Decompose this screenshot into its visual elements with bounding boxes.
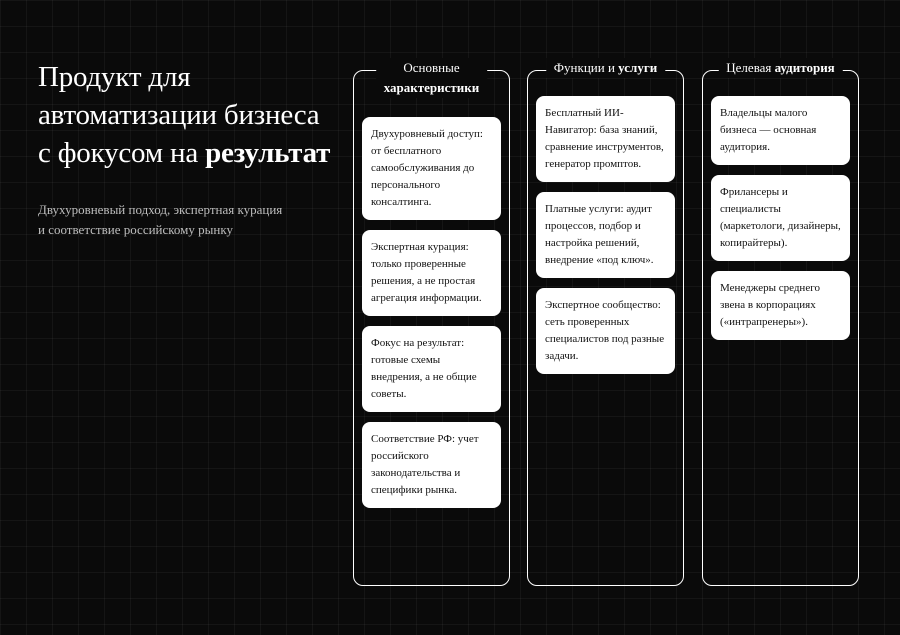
page-title-emphasis: результат — [205, 137, 331, 169]
info-card: Бесплатный ИИ-Навигатор: база знаний, сравнение инструментов, генератор промптов. — [536, 96, 675, 182]
column-title-plain: Функции и — [553, 60, 619, 75]
card-list — [711, 96, 850, 340]
info-card: Фокус на результат: готовые схемы внедрения, а не общие советы. — [362, 326, 501, 412]
column-title-plain: Целевая — [726, 60, 775, 75]
info-card: Двухуровневый доступ: от бесплатного самообслуживания до персонального консалтинга. — [362, 117, 501, 220]
column-title — [376, 58, 488, 98]
page-title-main: Продукт для автоматизации бизнеса с фокусом на — [38, 61, 320, 169]
column-title-bold: аудитория — [774, 60, 835, 75]
hero-section — [38, 58, 338, 240]
info-card: Платные услуги: аудит процессов, подбор и настройка решений, внедрение «под ключ». — [536, 192, 675, 278]
card-list — [536, 96, 675, 374]
page-title — [38, 58, 338, 172]
page-subtitle: Двухуровневый подход, экспертная курация и соответствие российскому рынку — [38, 202, 283, 237]
info-card: Экспертная курация: только проверенные решения, а не простая агрегация информации. — [362, 230, 501, 316]
column-title — [718, 58, 842, 78]
column-title-plain: Основные — [403, 60, 460, 75]
info-card: Экспертное сообщество: сеть проверенных специалистов под разные задачи. — [536, 288, 675, 374]
info-card: Менеджеры среднего звена в корпорациях («интрапренеры»). — [711, 271, 850, 340]
column-title — [546, 58, 665, 78]
card-list — [362, 117, 501, 508]
info-card: Соответствие РФ: учет российского законодательства и специфики рынка. — [362, 422, 501, 508]
column-target-audience — [702, 60, 859, 586]
column-characteristics — [353, 60, 510, 586]
column-title-bold: характеристики — [383, 80, 480, 95]
column-title-bold: услуги — [618, 60, 658, 75]
column-functions-services — [527, 60, 684, 586]
info-card: Владельцы малого бизнеса — основная аудитория. — [711, 96, 850, 165]
info-card: Фрилансеры и специалисты (маркетологи, дизайнеры, копирайтеры). — [711, 175, 850, 261]
